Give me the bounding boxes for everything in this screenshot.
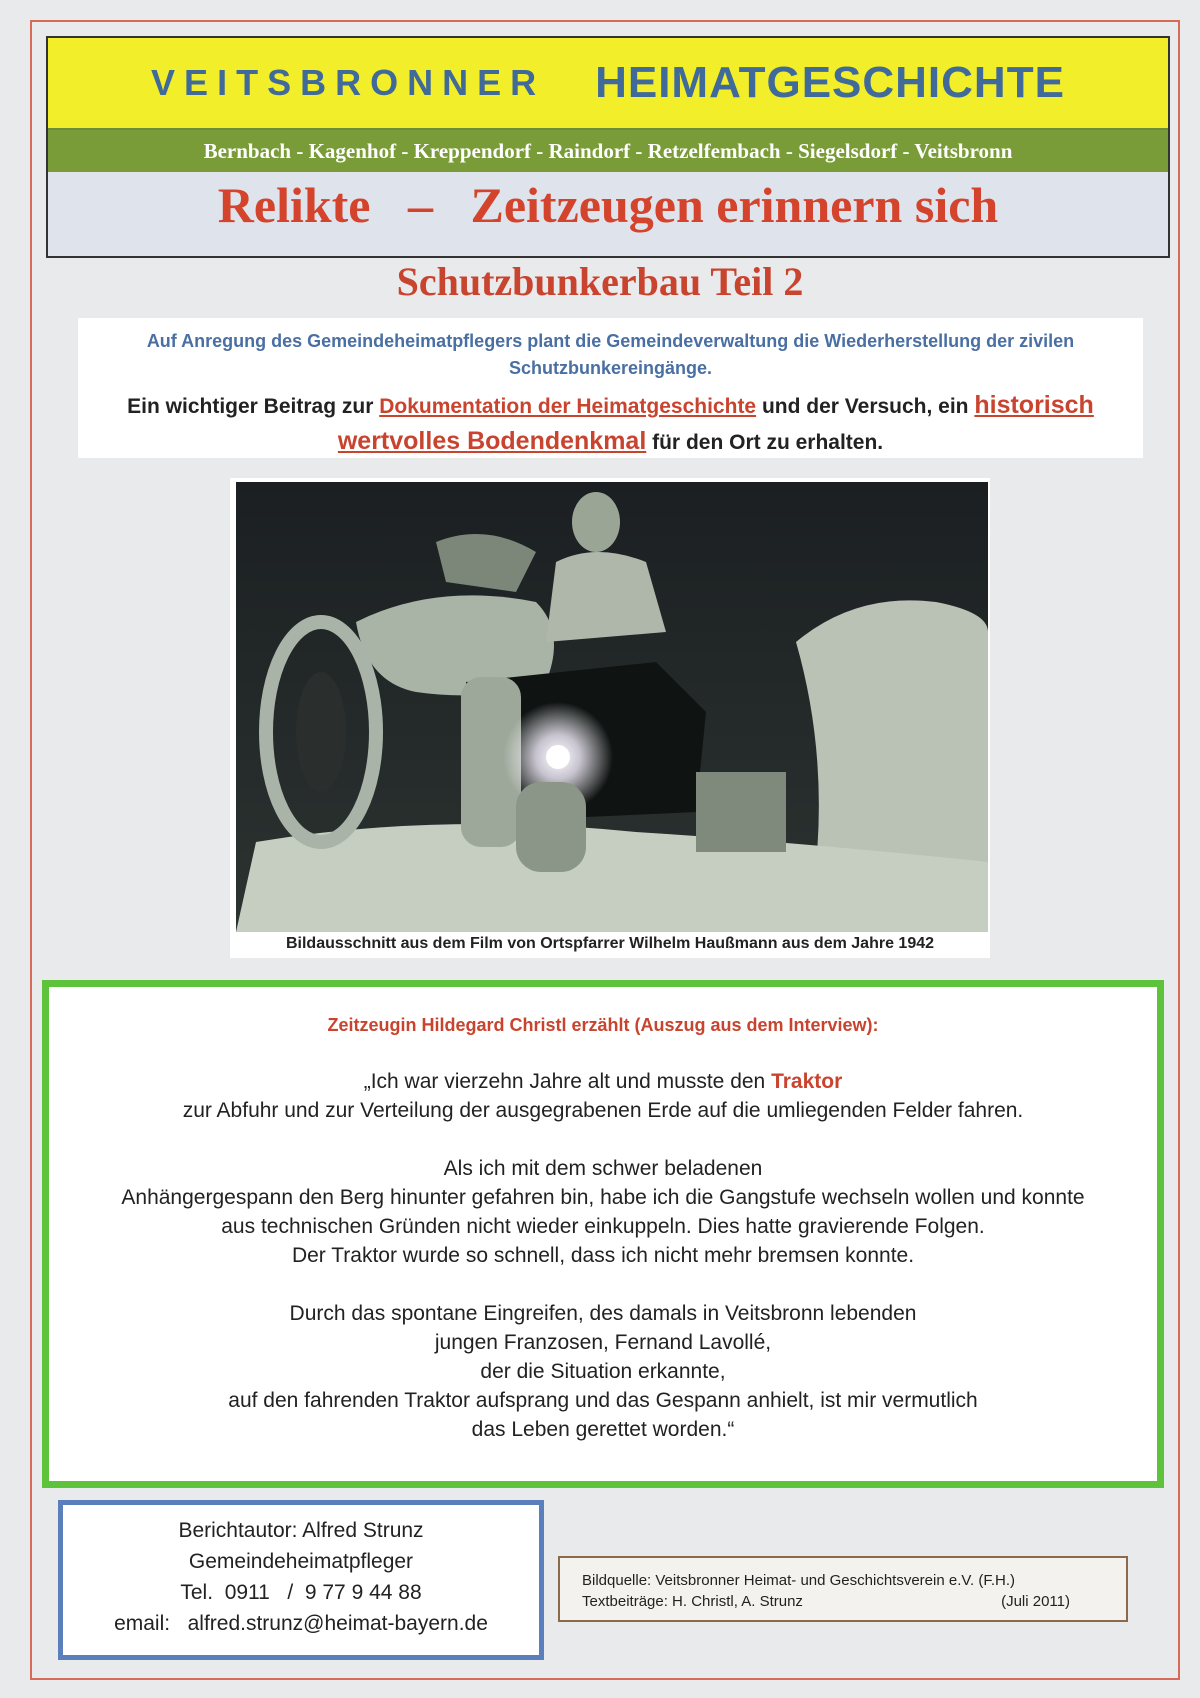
intro-text-mid: und der Versuch, ein	[756, 395, 975, 418]
quote-line: der die Situation erkannte,	[480, 1360, 726, 1383]
link-bodendenkmal[interactable]: historisch wertvolles Bodendenkmal	[337, 391, 1094, 455]
quote-line: zur Abfuhr und zur Verteilung der ausgegrabenen Erde auf die umliegenden Felder fahren.	[182, 1099, 1024, 1122]
interview-quote	[49, 1067, 1157, 1444]
title-heimatgeschichte: HEIMATGESCHICHTE	[595, 58, 1065, 107]
intro-box	[78, 318, 1143, 458]
source-date: (Juli 2011)	[1001, 1593, 1070, 1610]
quote-line	[49, 1067, 1157, 1096]
quote-line: jungen Franzosen, Fernand Lavollé,	[434, 1331, 772, 1354]
quote-line: aus technischen Gründen nicht wieder einkuppeln. Dies hatte gravierende Folgen.	[221, 1215, 985, 1238]
photo-frame	[230, 478, 990, 958]
quote-line: das Leben gerettet worden.“	[471, 1418, 735, 1441]
quote-line: Als ich mit dem schwer beladenen	[443, 1157, 763, 1180]
intro-text-start: Ein wichtiger Beitrag zur	[127, 395, 380, 418]
quote-line: Durch das spontane Eingreifen, des damals in Veitsbronn lebenden	[289, 1302, 917, 1325]
photo-caption: Bildausschnitt aus dem Film von Ortspfarrer Wilhelm Haußmann aus dem Jahre 1942	[285, 935, 935, 952]
interview-box	[42, 980, 1164, 1488]
quote-highlight-traktor: Traktor	[771, 1070, 843, 1093]
quote-line: Der Traktor wurde so schnell, dass ich nicht mehr bremsen konnte.	[291, 1244, 915, 1267]
header	[46, 36, 1170, 258]
interview-title: Zeitzeugin Hildegard Christl erzählt (Auszug aus dem Interview):	[327, 1015, 879, 1035]
section-title: Schutzbunkerbau Teil 2	[396, 259, 804, 304]
author-email[interactable]: email: alfred.strunz@heimat-bayern.de	[114, 1612, 488, 1635]
intro-text: Auf Anregung des Gemeindeheimatpflegers plant die Gemeindeverwaltung die Wiederherstellung der zivilen Schutzbunkereingänge.	[146, 331, 1075, 378]
source-image-credit: Bildquelle: Veitsbronner Heimat- und Geschichtsverein e.V. (F.H.)	[582, 1572, 1015, 1589]
quote-line: Anhängergespann den Berg hinunter gefahren bin, habe ich die Gangstufe wechseln wollen und konnte	[121, 1186, 1085, 1209]
intro-text-end: für den Ort zu erhalten.	[646, 431, 884, 454]
intro-highlight-text	[78, 388, 1143, 460]
villages-list: Bernbach - Kagenhof - Kreppendorf - Raindorf - Retzelfembach - Siegelsdorf - Veitsbronn	[203, 138, 1013, 163]
title-band	[48, 38, 1168, 130]
series-subtitle: Relikte – Zeitzeugen erinnern sich	[217, 177, 999, 233]
link-dokumentation[interactable]: Dokumentation der Heimatgeschichte	[379, 395, 757, 418]
title-veitsbronner: VEITSBRONNER	[151, 62, 546, 103]
author-name: Berichtautor: Alfred Strunz	[178, 1519, 424, 1542]
quote-line: auf den fahrenden Traktor aufsprang und das Gespann anhielt, ist mir vermutlich	[228, 1389, 978, 1412]
author-box	[58, 1500, 544, 1660]
source-box	[558, 1556, 1128, 1622]
author-role: Gemeindeheimatpfleger	[188, 1550, 414, 1573]
historic-tractor-photo	[236, 482, 988, 932]
villages-band	[48, 130, 1168, 172]
source-text-credit: Textbeiträge: H. Christl, A. Strunz	[582, 1593, 803, 1610]
quote-text: „Ich war vierzehn Jahre alt und musste den	[363, 1070, 772, 1093]
author-phone: Tel. 0911 / 9 77 9 44 88	[180, 1581, 422, 1604]
